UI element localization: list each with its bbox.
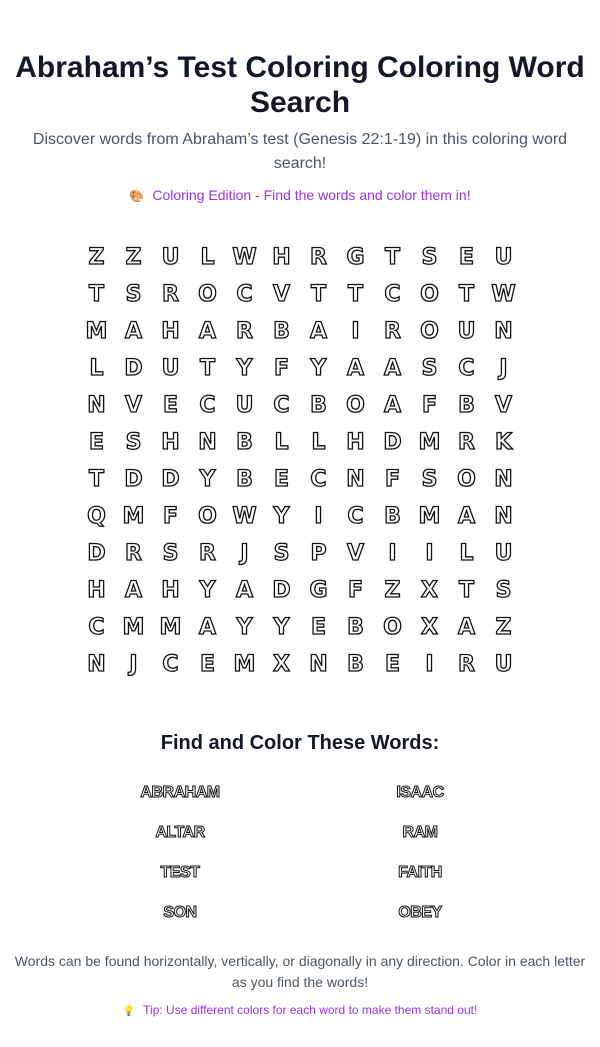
grid-letter[interactable]: M	[159, 615, 182, 640]
grid-letter[interactable]: Z	[88, 245, 105, 270]
grid-letter[interactable]: Y	[273, 504, 290, 529]
grid-letter[interactable]: R	[125, 541, 142, 566]
grid-letter[interactable]: T	[88, 467, 104, 492]
grid-letter[interactable]: V	[124, 393, 143, 418]
grid-letter[interactable]: A	[198, 615, 217, 640]
grid-letter[interactable]: S	[273, 541, 290, 566]
grid-letter[interactable]: C	[199, 393, 216, 418]
grid-letter[interactable]: E	[458, 245, 475, 270]
tip-text: Tip: Use different colors for each word to make them stand out!	[143, 1003, 478, 1017]
grid-letter[interactable]: S	[421, 356, 438, 381]
grid-letter[interactable]: N	[494, 504, 513, 529]
grid-letter[interactable]: C	[384, 282, 401, 307]
grid-letter[interactable]: J	[240, 541, 249, 566]
grid-letter[interactable]: V	[494, 393, 513, 418]
grid-letter[interactable]: T	[458, 578, 474, 603]
grid-letter[interactable]: B	[236, 467, 253, 492]
grid-letter[interactable]: Z	[495, 615, 512, 640]
grid-letter[interactable]: S	[125, 282, 142, 307]
grid-letter[interactable]: E	[273, 467, 290, 492]
grid-letter[interactable]: P	[310, 541, 327, 566]
grid-letter[interactable]: B	[347, 652, 364, 677]
grid-letter[interactable]: B	[273, 319, 290, 344]
grid-letter[interactable]: O	[346, 393, 365, 418]
grid-letter[interactable]: E	[162, 393, 179, 418]
grid-letter[interactable]: R	[384, 319, 401, 344]
grid-letter[interactable]: M	[418, 430, 441, 455]
grid-letter[interactable]: V	[272, 282, 291, 307]
page-subtitle: Discover words from Abraham’s test (Genesis 22:1-19) in this coloring word search!	[32, 131, 568, 172]
grid-letter[interactable]: N	[198, 430, 217, 455]
grid-letter[interactable]: R	[236, 319, 253, 344]
grid-letter[interactable]: B	[310, 393, 327, 418]
grid-letter[interactable]: Y	[199, 578, 216, 603]
grid-letter[interactable]: T	[458, 282, 474, 307]
grid-letter[interactable]: S	[125, 430, 142, 455]
grid-letter[interactable]: A	[235, 578, 254, 603]
grid-letter[interactable]: H	[272, 245, 291, 270]
tip-banner	[0, 1001, 600, 1021]
grid-letter[interactable]: D	[383, 430, 402, 455]
grid-letter[interactable]: D	[272, 578, 291, 603]
grid-letter[interactable]: O	[420, 319, 439, 344]
word-list-heading: Find and Color These Words:	[160, 732, 440, 754]
grid-letter[interactable]: F	[421, 393, 438, 418]
grid-letter[interactable]: M	[122, 504, 145, 529]
grid-letter[interactable]: E	[199, 652, 216, 677]
grid-letter[interactable]: I	[425, 541, 434, 566]
grid-letter[interactable]: I	[314, 504, 323, 529]
grid-letter[interactable]: B	[384, 504, 401, 529]
grid-letter[interactable]: I	[388, 541, 397, 566]
grid-letter[interactable]: A	[457, 615, 476, 640]
grid-letter[interactable]: X	[421, 578, 438, 603]
grid-letter[interactable]: T	[199, 356, 215, 381]
grid-letter[interactable]: E	[384, 652, 401, 677]
grid-letter[interactable]: M	[85, 319, 108, 344]
grid-letter[interactable]: M	[233, 652, 256, 677]
grid-letter[interactable]: U	[494, 245, 513, 270]
word-list	[60, 773, 540, 933]
grid-letter[interactable]: C	[273, 393, 290, 418]
grid-letter[interactable]: A	[346, 356, 365, 381]
grid-letter[interactable]: L	[200, 245, 215, 270]
grid-letter[interactable]: X	[273, 652, 290, 677]
word-item: FAITH	[398, 864, 442, 881]
grid-letter[interactable]: L	[89, 356, 104, 381]
grid-letter[interactable]: C	[236, 282, 253, 307]
grid-letter[interactable]: A	[198, 319, 217, 344]
grid-letter[interactable]: W	[232, 245, 257, 270]
grid-letter[interactable]: H	[161, 578, 180, 603]
grid-letter[interactable]: V	[346, 541, 365, 566]
grid-letter[interactable]: Y	[273, 615, 290, 640]
grid-letter[interactable]: F	[162, 504, 179, 529]
grid-letter[interactable]: A	[383, 356, 402, 381]
word-item: SON	[163, 904, 197, 921]
grid-letter[interactable]: C	[347, 504, 364, 529]
grid-letter[interactable]: D	[124, 356, 143, 381]
grid-letter[interactable]: A	[383, 393, 402, 418]
grid-letter[interactable]: W	[232, 504, 257, 529]
grid-letter[interactable]: T	[384, 245, 400, 270]
word-item: OBEY	[398, 904, 442, 921]
grid-letter[interactable]: N	[346, 467, 365, 492]
grid-letter[interactable]: C	[310, 467, 327, 492]
grid-letter[interactable]: U	[494, 541, 513, 566]
grid-letter[interactable]: Y	[236, 356, 253, 381]
grid-letter[interactable]: H	[346, 430, 365, 455]
edition-banner	[0, 185, 600, 206]
palette-icon: 🎨	[129, 189, 145, 203]
grid-letter[interactable]: S	[162, 541, 179, 566]
grid-letter[interactable]: O	[457, 467, 476, 492]
grid-letter[interactable]: B	[347, 615, 364, 640]
grid-letter[interactable]: G	[346, 245, 365, 270]
grid-letter[interactable]: F	[347, 578, 364, 603]
grid-letter[interactable]: U	[161, 245, 180, 270]
grid-letter[interactable]: N	[87, 652, 106, 677]
grid-letter[interactable]: U	[494, 652, 513, 677]
word-item: TEST	[160, 864, 200, 881]
grid-letter[interactable]: S	[421, 467, 438, 492]
grid-letter[interactable]: C	[88, 615, 105, 640]
grid-letter[interactable]: W	[491, 282, 516, 307]
grid-letter[interactable]: A	[309, 319, 328, 344]
grid-letter[interactable]: J	[129, 652, 138, 677]
grid-letter[interactable]: T	[88, 282, 104, 307]
grid-letter[interactable]: Z	[125, 245, 142, 270]
word-item: RAM	[402, 824, 438, 841]
grid-letter[interactable]: D	[87, 541, 106, 566]
grid-letter[interactable]: L	[459, 541, 474, 566]
grid-letter[interactable]: T	[347, 282, 363, 307]
grid-letter[interactable]: E	[88, 430, 105, 455]
grid-letter[interactable]: K	[494, 430, 513, 455]
grid-letter[interactable]: M	[418, 504, 441, 529]
grid-letter[interactable]: J	[499, 356, 508, 381]
grid-letter[interactable]: R	[458, 430, 475, 455]
grid-letter[interactable]: A	[457, 504, 476, 529]
grid-letter[interactable]: R	[310, 245, 327, 270]
grid-letter[interactable]: G	[309, 578, 328, 603]
grid-letter[interactable]: Z	[384, 578, 401, 603]
grid-letter[interactable]: Y	[310, 356, 327, 381]
grid-letter[interactable]: D	[161, 467, 180, 492]
grid-letter[interactable]: H	[161, 319, 180, 344]
grid-letter[interactable]: O	[198, 282, 217, 307]
grid-letter[interactable]: M	[122, 615, 145, 640]
word-item: ALTAR	[155, 824, 205, 841]
grid-letter[interactable]: E	[310, 615, 327, 640]
grid-letter[interactable]: F	[384, 467, 401, 492]
grid-letter[interactable]: I	[351, 319, 360, 344]
edition-text: Coloring Edition - Find the words and color them in!	[152, 187, 471, 203]
instructions-text: Words can be found horizontally, vertically, or diagonally in any direction. Color in each letter as you find the words!	[14, 953, 586, 990]
grid-letter[interactable]: R	[162, 282, 179, 307]
grid-letter[interactable]: H	[87, 578, 106, 603]
grid-letter[interactable]: S	[495, 578, 512, 603]
grid-letter[interactable]: O	[420, 282, 439, 307]
grid-letter[interactable]: T	[310, 282, 326, 307]
grid-letter[interactable]: N	[87, 393, 106, 418]
grid-letter[interactable]: Y	[199, 467, 216, 492]
lightbulb-icon: 💡	[122, 1006, 136, 1017]
grid-letter[interactable]: L	[274, 430, 289, 455]
grid-letter[interactable]: O	[383, 615, 402, 640]
grid-letter[interactable]: C	[162, 652, 179, 677]
grid-letter[interactable]: B	[236, 430, 253, 455]
grid-letter[interactable]: Y	[236, 615, 253, 640]
grid-letter[interactable]: L	[311, 430, 326, 455]
grid-letter[interactable]: U	[457, 319, 476, 344]
grid-letter[interactable]: N	[494, 467, 513, 492]
letter-grid	[78, 239, 522, 683]
grid-letter[interactable]: S	[421, 245, 438, 270]
word-item: ABRAHAM	[140, 784, 220, 801]
grid-letter[interactable]: R	[458, 652, 475, 677]
page-title: Abraham’s Test Coloring Coloring Word Search	[15, 51, 585, 119]
grid-letter[interactable]: I	[425, 652, 434, 677]
grid-letter[interactable]: A	[124, 319, 143, 344]
grid-letter[interactable]: A	[124, 578, 143, 603]
grid-letter[interactable]: N	[494, 319, 513, 344]
grid-letter[interactable]: H	[161, 430, 180, 455]
grid-letter[interactable]: R	[199, 541, 216, 566]
grid-letter[interactable]: U	[235, 393, 254, 418]
grid-letter[interactable]: X	[421, 615, 438, 640]
grid-letter[interactable]: N	[309, 652, 328, 677]
grid-letter[interactable]: F	[273, 356, 290, 381]
word-item: ISAAC	[396, 784, 444, 801]
grid-letter[interactable]: U	[161, 356, 180, 381]
grid-letter[interactable]: Q	[87, 504, 106, 529]
grid-letter[interactable]: C	[458, 356, 475, 381]
grid-letter[interactable]: B	[458, 393, 475, 418]
grid-letter[interactable]: D	[124, 467, 143, 492]
grid-letter[interactable]: O	[198, 504, 217, 529]
